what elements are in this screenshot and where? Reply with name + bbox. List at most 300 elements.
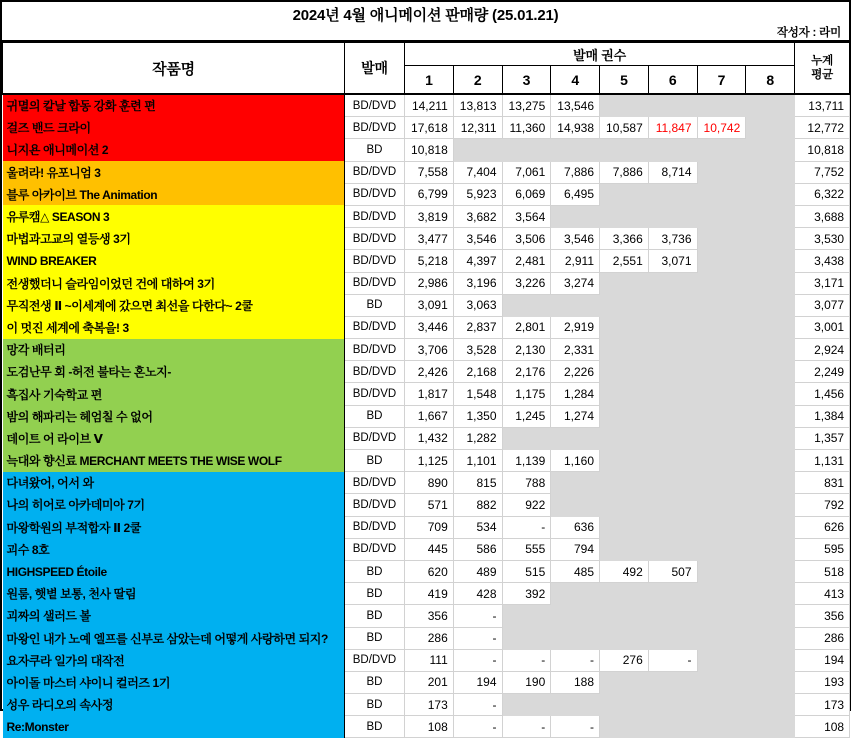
table-row[interactable] bbox=[3, 117, 850, 139]
cell-volume-5[interactable] bbox=[600, 671, 649, 693]
cell-media-format[interactable]: BD/DVD bbox=[345, 339, 405, 361]
cell-title[interactable]: Re:Monster bbox=[3, 716, 345, 738]
cell-cumulative-average[interactable]: 12,772 bbox=[795, 117, 850, 139]
cell-cumulative-average[interactable]: 413 bbox=[795, 583, 850, 605]
cell-volume-5[interactable] bbox=[600, 405, 649, 427]
cell-volume-5[interactable] bbox=[600, 272, 649, 294]
cell-volume-2[interactable]: 1,101 bbox=[453, 450, 502, 472]
cell-volume-1[interactable]: 1,817 bbox=[405, 383, 454, 405]
cell-volume-2[interactable]: 3,546 bbox=[453, 228, 502, 250]
cell-volume-1[interactable]: 5,218 bbox=[405, 250, 454, 272]
cell-volume-5[interactable] bbox=[600, 605, 649, 627]
cell-volume-2[interactable]: 4,397 bbox=[453, 250, 502, 272]
cell-volume-7[interactable] bbox=[697, 649, 746, 671]
cell-volume-4[interactable]: 1,284 bbox=[551, 383, 600, 405]
cell-volume-4[interactable] bbox=[551, 472, 600, 494]
cell-cumulative-average[interactable]: 7,752 bbox=[795, 161, 850, 183]
cell-volume-2[interactable]: 3,682 bbox=[453, 205, 502, 227]
table-row[interactable] bbox=[3, 139, 850, 161]
cell-volume-5[interactable] bbox=[600, 450, 649, 472]
cell-volume-6[interactable]: 3,071 bbox=[648, 250, 697, 272]
cell-volume-7[interactable] bbox=[697, 516, 746, 538]
cell-volume-1[interactable]: 3,819 bbox=[405, 205, 454, 227]
cell-volume-3[interactable]: 2,481 bbox=[502, 250, 551, 272]
table-row[interactable] bbox=[3, 405, 850, 427]
cell-volume-1[interactable]: 17,618 bbox=[405, 117, 454, 139]
cell-volume-1[interactable]: 3,706 bbox=[405, 339, 454, 361]
cell-volume-7[interactable]: 10,742 bbox=[697, 117, 746, 139]
cell-volume-3[interactable]: 1,245 bbox=[502, 405, 551, 427]
cell-cumulative-average[interactable]: 1,131 bbox=[795, 450, 850, 472]
cell-volume-8[interactable] bbox=[746, 361, 795, 383]
cell-volume-4[interactable]: 485 bbox=[551, 560, 600, 582]
cell-media-format[interactable]: BD bbox=[345, 605, 405, 627]
cell-volume-7[interactable] bbox=[697, 339, 746, 361]
cell-media-format[interactable]: BD/DVD bbox=[345, 205, 405, 227]
cell-volume-6[interactable] bbox=[648, 383, 697, 405]
cell-volume-4[interactable]: 13,546 bbox=[551, 94, 600, 117]
cell-cumulative-average[interactable]: 10,818 bbox=[795, 139, 850, 161]
cell-cumulative-average[interactable]: 194 bbox=[795, 649, 850, 671]
cell-volume-6[interactable] bbox=[648, 716, 697, 738]
cell-volume-5[interactable] bbox=[600, 383, 649, 405]
cell-volume-8[interactable] bbox=[746, 161, 795, 183]
cell-volume-5[interactable] bbox=[600, 472, 649, 494]
cell-volume-4[interactable]: 2,919 bbox=[551, 316, 600, 338]
cell-volume-6[interactable] bbox=[648, 605, 697, 627]
cell-volume-1[interactable]: 108 bbox=[405, 716, 454, 738]
cell-volume-5[interactable]: 492 bbox=[600, 560, 649, 582]
cell-volume-5[interactable] bbox=[600, 516, 649, 538]
table-row[interactable] bbox=[3, 250, 850, 272]
cell-volume-5[interactable] bbox=[600, 361, 649, 383]
cell-volume-7[interactable] bbox=[697, 294, 746, 316]
cell-volume-4[interactable]: 1,274 bbox=[551, 405, 600, 427]
cell-cumulative-average[interactable]: 3,438 bbox=[795, 250, 850, 272]
cell-volume-5[interactable] bbox=[600, 694, 649, 716]
cell-title[interactable]: 귀멸의 칼날 합동 강화 훈련 편 bbox=[3, 94, 345, 117]
cell-cumulative-average[interactable]: 3,077 bbox=[795, 294, 850, 316]
cell-volume-4[interactable] bbox=[551, 605, 600, 627]
cell-title[interactable]: 괴짜의 샐러드 볼 bbox=[3, 605, 345, 627]
cell-title[interactable]: 도검난무 회 -허전 불타는 혼노지- bbox=[3, 361, 345, 383]
cell-title[interactable]: 유루캠△ SEASON 3 bbox=[3, 205, 345, 227]
cell-title[interactable]: 마법과고교의 열등생 3기 bbox=[3, 228, 345, 250]
cell-media-format[interactable]: BD bbox=[345, 139, 405, 161]
cell-volume-1[interactable]: 620 bbox=[405, 560, 454, 582]
cell-volume-8[interactable] bbox=[746, 250, 795, 272]
cell-volume-6[interactable] bbox=[648, 183, 697, 205]
cell-volume-2[interactable]: 3,063 bbox=[453, 294, 502, 316]
cell-cumulative-average[interactable]: 1,384 bbox=[795, 405, 850, 427]
cell-media-format[interactable]: BD/DVD bbox=[345, 117, 405, 139]
cell-volume-4[interactable] bbox=[551, 583, 600, 605]
cell-volume-4[interactable] bbox=[551, 205, 600, 227]
cell-title[interactable]: 나의 히어로 아카데미아 7기 bbox=[3, 494, 345, 516]
cell-cumulative-average[interactable]: 831 bbox=[795, 472, 850, 494]
cell-volume-8[interactable] bbox=[746, 649, 795, 671]
cell-cumulative-average[interactable]: 518 bbox=[795, 560, 850, 582]
cell-volume-2[interactable] bbox=[453, 139, 502, 161]
cell-volume-5[interactable] bbox=[600, 538, 649, 560]
table-row[interactable] bbox=[3, 450, 850, 472]
cell-volume-2[interactable]: 428 bbox=[453, 583, 502, 605]
cell-volume-7[interactable] bbox=[697, 450, 746, 472]
cell-volume-5[interactable] bbox=[600, 716, 649, 738]
cell-title[interactable]: 다녀왔어, 어서 와 bbox=[3, 472, 345, 494]
cell-volume-5[interactable] bbox=[600, 183, 649, 205]
cell-media-format[interactable]: BD/DVD bbox=[345, 94, 405, 117]
cell-volume-1[interactable]: 445 bbox=[405, 538, 454, 560]
cell-volume-3[interactable] bbox=[502, 627, 551, 649]
cell-volume-1[interactable]: 2,986 bbox=[405, 272, 454, 294]
cell-volume-2[interactable]: 2,837 bbox=[453, 316, 502, 338]
cell-volume-2[interactable]: 1,548 bbox=[453, 383, 502, 405]
cell-volume-1[interactable]: 3,446 bbox=[405, 316, 454, 338]
cell-volume-2[interactable]: 194 bbox=[453, 671, 502, 693]
cell-cumulative-average[interactable]: 286 bbox=[795, 627, 850, 649]
cell-volume-1[interactable]: 1,432 bbox=[405, 427, 454, 449]
table-row[interactable] bbox=[3, 183, 850, 205]
cell-title[interactable]: 데이트 어 라이브 Ⅴ bbox=[3, 427, 345, 449]
cell-volume-2[interactable]: 586 bbox=[453, 538, 502, 560]
cell-volume-3[interactable]: 3,564 bbox=[502, 205, 551, 227]
cell-volume-3[interactable] bbox=[502, 294, 551, 316]
cell-media-format[interactable]: BD bbox=[345, 694, 405, 716]
cell-volume-4[interactable] bbox=[551, 427, 600, 449]
cell-media-format[interactable]: BD/DVD bbox=[345, 183, 405, 205]
table-row[interactable] bbox=[3, 383, 850, 405]
cell-media-format[interactable]: BD bbox=[345, 671, 405, 693]
cell-volume-8[interactable] bbox=[746, 694, 795, 716]
cell-volume-5[interactable] bbox=[600, 339, 649, 361]
cell-title[interactable]: 전생했더니 슬라임이었던 건에 대하여 3기 bbox=[3, 272, 345, 294]
cell-volume-2[interactable]: 3,528 bbox=[453, 339, 502, 361]
cell-volume-2[interactable]: 815 bbox=[453, 472, 502, 494]
cell-title[interactable]: 블루 아카이브 The Animation bbox=[3, 183, 345, 205]
cell-volume-5[interactable]: 10,587 bbox=[600, 117, 649, 139]
cell-volume-6[interactable] bbox=[648, 205, 697, 227]
cell-media-format[interactable]: BD/DVD bbox=[345, 228, 405, 250]
cell-volume-2[interactable]: 1,282 bbox=[453, 427, 502, 449]
table-row[interactable] bbox=[3, 560, 850, 582]
cell-volume-3[interactable] bbox=[502, 427, 551, 449]
cell-volume-4[interactable]: 1,160 bbox=[551, 450, 600, 472]
table-row[interactable] bbox=[3, 161, 850, 183]
cell-volume-4[interactable]: 636 bbox=[551, 516, 600, 538]
cell-volume-8[interactable] bbox=[746, 716, 795, 738]
cell-volume-3[interactable]: 3,506 bbox=[502, 228, 551, 250]
cell-volume-7[interactable] bbox=[697, 272, 746, 294]
cell-volume-4[interactable]: 794 bbox=[551, 538, 600, 560]
cell-cumulative-average[interactable]: 356 bbox=[795, 605, 850, 627]
cell-volume-5[interactable] bbox=[600, 583, 649, 605]
cell-cumulative-average[interactable]: 3,530 bbox=[795, 228, 850, 250]
cell-volume-2[interactable]: - bbox=[453, 694, 502, 716]
cell-volume-5[interactable] bbox=[600, 494, 649, 516]
cell-media-format[interactable]: BD/DVD bbox=[345, 250, 405, 272]
cell-volume-6[interactable] bbox=[648, 694, 697, 716]
cell-volume-5[interactable] bbox=[600, 316, 649, 338]
cell-volume-7[interactable] bbox=[697, 228, 746, 250]
cell-volume-5[interactable] bbox=[600, 94, 649, 117]
cell-volume-4[interactable]: 2,226 bbox=[551, 361, 600, 383]
cell-volume-5[interactable] bbox=[600, 294, 649, 316]
cell-volume-7[interactable] bbox=[697, 716, 746, 738]
cell-media-format[interactable]: BD/DVD bbox=[345, 472, 405, 494]
cell-volume-1[interactable]: 709 bbox=[405, 516, 454, 538]
cell-volume-5[interactable]: 7,886 bbox=[600, 161, 649, 183]
cell-volume-1[interactable]: 890 bbox=[405, 472, 454, 494]
cell-volume-2[interactable]: 3,196 bbox=[453, 272, 502, 294]
table-row[interactable] bbox=[3, 694, 850, 716]
table-row[interactable] bbox=[3, 205, 850, 227]
cell-volume-7[interactable] bbox=[697, 161, 746, 183]
cell-volume-7[interactable] bbox=[697, 605, 746, 627]
cell-volume-4[interactable]: 6,495 bbox=[551, 183, 600, 205]
cell-volume-1[interactable]: 7,558 bbox=[405, 161, 454, 183]
cell-cumulative-average[interactable]: 193 bbox=[795, 671, 850, 693]
cell-volume-7[interactable] bbox=[697, 205, 746, 227]
cell-volume-6[interactable] bbox=[648, 627, 697, 649]
cell-volume-2[interactable]: 13,813 bbox=[453, 94, 502, 117]
cell-cumulative-average[interactable]: 792 bbox=[795, 494, 850, 516]
cell-volume-1[interactable]: 10,818 bbox=[405, 139, 454, 161]
cell-volume-1[interactable]: 1,667 bbox=[405, 405, 454, 427]
table-row[interactable] bbox=[3, 583, 850, 605]
cell-cumulative-average[interactable]: 2,924 bbox=[795, 339, 850, 361]
cell-title[interactable]: 괴수 8호 bbox=[3, 538, 345, 560]
cell-volume-7[interactable] bbox=[697, 627, 746, 649]
cell-volume-5[interactable] bbox=[600, 427, 649, 449]
cell-cumulative-average[interactable]: 6,322 bbox=[795, 183, 850, 205]
cell-volume-1[interactable]: 6,799 bbox=[405, 183, 454, 205]
cell-title[interactable]: 요자쿠라 일가의 대작전 bbox=[3, 649, 345, 671]
cell-volume-7[interactable] bbox=[697, 383, 746, 405]
cell-cumulative-average[interactable]: 626 bbox=[795, 516, 850, 538]
cell-volume-6[interactable]: 8,714 bbox=[648, 161, 697, 183]
cell-volume-4[interactable]: 14,938 bbox=[551, 117, 600, 139]
cell-volume-8[interactable] bbox=[746, 538, 795, 560]
cell-volume-7[interactable] bbox=[697, 583, 746, 605]
cell-volume-5[interactable] bbox=[600, 205, 649, 227]
cell-volume-8[interactable] bbox=[746, 605, 795, 627]
cell-volume-6[interactable]: 11,847 bbox=[648, 117, 697, 139]
table-row[interactable] bbox=[3, 538, 850, 560]
cell-volume-6[interactable] bbox=[648, 671, 697, 693]
cell-volume-6[interactable] bbox=[648, 472, 697, 494]
cell-media-format[interactable]: BD bbox=[345, 716, 405, 738]
cell-volume-7[interactable] bbox=[697, 671, 746, 693]
cell-volume-4[interactable] bbox=[551, 694, 600, 716]
cell-volume-8[interactable] bbox=[746, 405, 795, 427]
cell-media-format[interactable]: BD/DVD bbox=[345, 538, 405, 560]
table-row[interactable] bbox=[3, 627, 850, 649]
cell-volume-3[interactable]: - bbox=[502, 649, 551, 671]
cell-volume-8[interactable] bbox=[746, 117, 795, 139]
cell-volume-5[interactable]: 3,366 bbox=[600, 228, 649, 250]
cell-volume-3[interactable]: 13,275 bbox=[502, 94, 551, 117]
cell-volume-6[interactable] bbox=[648, 427, 697, 449]
cell-volume-7[interactable] bbox=[697, 538, 746, 560]
cell-volume-6[interactable] bbox=[648, 316, 697, 338]
cell-media-format[interactable]: BD/DVD bbox=[345, 361, 405, 383]
cell-volume-7[interactable] bbox=[697, 405, 746, 427]
cell-volume-5[interactable] bbox=[600, 627, 649, 649]
cell-volume-1[interactable]: 201 bbox=[405, 671, 454, 693]
cell-title[interactable]: 걸즈 밴드 크라이 bbox=[3, 117, 345, 139]
table-row[interactable] bbox=[3, 649, 850, 671]
table-row[interactable] bbox=[3, 228, 850, 250]
cell-cumulative-average[interactable]: 173 bbox=[795, 694, 850, 716]
cell-volume-7[interactable] bbox=[697, 316, 746, 338]
cell-volume-8[interactable] bbox=[746, 383, 795, 405]
cell-cumulative-average[interactable]: 1,456 bbox=[795, 383, 850, 405]
cell-volume-7[interactable] bbox=[697, 94, 746, 117]
table-row[interactable] bbox=[3, 339, 850, 361]
cell-volume-5[interactable]: 276 bbox=[600, 649, 649, 671]
cell-cumulative-average[interactable]: 3,688 bbox=[795, 205, 850, 227]
cell-volume-8[interactable] bbox=[746, 316, 795, 338]
cell-volume-3[interactable]: 788 bbox=[502, 472, 551, 494]
cell-cumulative-average[interactable]: 595 bbox=[795, 538, 850, 560]
cell-cumulative-average[interactable]: 3,001 bbox=[795, 316, 850, 338]
cell-title[interactable]: 마왕인 내가 노예 엘프를 신부로 삼았는데 어떻게 사랑하면 되지? bbox=[3, 627, 345, 649]
cell-volume-3[interactable]: - bbox=[502, 716, 551, 738]
cell-media-format[interactable]: BD/DVD bbox=[345, 649, 405, 671]
cell-volume-8[interactable] bbox=[746, 560, 795, 582]
cell-volume-4[interactable]: 188 bbox=[551, 671, 600, 693]
cell-title[interactable]: 울려라! 유포니엄 3 bbox=[3, 161, 345, 183]
cell-volume-3[interactable]: 6,069 bbox=[502, 183, 551, 205]
cell-volume-3[interactable]: 555 bbox=[502, 538, 551, 560]
cell-volume-3[interactable] bbox=[502, 605, 551, 627]
cell-volume-8[interactable] bbox=[746, 494, 795, 516]
cell-volume-8[interactable] bbox=[746, 94, 795, 117]
cell-volume-5[interactable] bbox=[600, 139, 649, 161]
cell-volume-6[interactable] bbox=[648, 361, 697, 383]
cell-volume-2[interactable]: 12,311 bbox=[453, 117, 502, 139]
cell-title[interactable]: 밤의 해파리는 헤엄칠 수 없어 bbox=[3, 405, 345, 427]
cell-volume-7[interactable] bbox=[697, 250, 746, 272]
cell-volume-4[interactable]: - bbox=[551, 649, 600, 671]
cell-volume-4[interactable]: - bbox=[551, 716, 600, 738]
cell-volume-4[interactable]: 2,911 bbox=[551, 250, 600, 272]
cell-volume-8[interactable] bbox=[746, 583, 795, 605]
cell-volume-6[interactable] bbox=[648, 450, 697, 472]
cell-volume-8[interactable] bbox=[746, 450, 795, 472]
cell-cumulative-average[interactable]: 3,171 bbox=[795, 272, 850, 294]
cell-volume-3[interactable]: - bbox=[502, 516, 551, 538]
cell-title[interactable]: 흑집사 기숙학교 편 bbox=[3, 383, 345, 405]
cell-volume-8[interactable] bbox=[746, 139, 795, 161]
cell-volume-3[interactable]: 2,176 bbox=[502, 361, 551, 383]
cell-media-format[interactable]: BD bbox=[345, 560, 405, 582]
cell-volume-3[interactable] bbox=[502, 694, 551, 716]
cell-media-format[interactable]: BD/DVD bbox=[345, 272, 405, 294]
cell-volume-2[interactable]: - bbox=[453, 649, 502, 671]
cell-volume-3[interactable]: 392 bbox=[502, 583, 551, 605]
cell-volume-1[interactable]: 2,426 bbox=[405, 361, 454, 383]
cell-volume-4[interactable]: 3,274 bbox=[551, 272, 600, 294]
cell-media-format[interactable]: BD bbox=[345, 450, 405, 472]
cell-volume-1[interactable]: 286 bbox=[405, 627, 454, 649]
cell-volume-2[interactable]: 7,404 bbox=[453, 161, 502, 183]
cell-volume-4[interactable]: 3,546 bbox=[551, 228, 600, 250]
table-row[interactable] bbox=[3, 516, 850, 538]
cell-volume-3[interactable]: 1,175 bbox=[502, 383, 551, 405]
cell-cumulative-average[interactable]: 1,357 bbox=[795, 427, 850, 449]
cell-cumulative-average[interactable]: 108 bbox=[795, 716, 850, 738]
cell-volume-3[interactable]: 515 bbox=[502, 560, 551, 582]
cell-volume-5[interactable]: 2,551 bbox=[600, 250, 649, 272]
cell-title[interactable]: 늑대와 향신료 MERCHANT MEETS THE WISE WOLF bbox=[3, 450, 345, 472]
cell-media-format[interactable]: BD/DVD bbox=[345, 494, 405, 516]
cell-volume-2[interactable]: - bbox=[453, 627, 502, 649]
cell-title[interactable]: 성우 라디오의 속사정 bbox=[3, 694, 345, 716]
cell-title[interactable]: 니지욘 애니메이션 2 bbox=[3, 139, 345, 161]
cell-volume-7[interactable] bbox=[697, 139, 746, 161]
cell-volume-2[interactable]: 2,168 bbox=[453, 361, 502, 383]
cell-media-format[interactable]: BD/DVD bbox=[345, 427, 405, 449]
cell-volume-8[interactable] bbox=[746, 472, 795, 494]
cell-volume-7[interactable] bbox=[697, 494, 746, 516]
cell-media-format[interactable]: BD/DVD bbox=[345, 516, 405, 538]
cell-media-format[interactable]: BD bbox=[345, 294, 405, 316]
cell-volume-2[interactable]: - bbox=[453, 605, 502, 627]
table-row[interactable] bbox=[3, 716, 850, 738]
cell-volume-3[interactable]: 2,130 bbox=[502, 339, 551, 361]
cell-volume-8[interactable] bbox=[746, 183, 795, 205]
cell-cumulative-average[interactable]: 13,711 bbox=[795, 94, 850, 117]
cell-title[interactable]: HIGHSPEED Étoile bbox=[3, 560, 345, 582]
cell-media-format[interactable]: BD bbox=[345, 583, 405, 605]
cell-volume-2[interactable]: 882 bbox=[453, 494, 502, 516]
cell-volume-6[interactable]: 3,736 bbox=[648, 228, 697, 250]
cell-volume-1[interactable]: 111 bbox=[405, 649, 454, 671]
cell-volume-8[interactable] bbox=[746, 627, 795, 649]
cell-volume-3[interactable]: 1,139 bbox=[502, 450, 551, 472]
cell-cumulative-average[interactable]: 2,249 bbox=[795, 361, 850, 383]
cell-volume-3[interactable]: 190 bbox=[502, 671, 551, 693]
cell-volume-6[interactable] bbox=[648, 272, 697, 294]
cell-volume-4[interactable]: 2,331 bbox=[551, 339, 600, 361]
cell-volume-8[interactable] bbox=[746, 427, 795, 449]
cell-media-format[interactable]: BD/DVD bbox=[345, 383, 405, 405]
cell-volume-6[interactable] bbox=[648, 294, 697, 316]
cell-volume-2[interactable]: 534 bbox=[453, 516, 502, 538]
cell-volume-6[interactable] bbox=[648, 339, 697, 361]
cell-volume-1[interactable]: 356 bbox=[405, 605, 454, 627]
table-row[interactable] bbox=[3, 605, 850, 627]
cell-title[interactable]: 아이돌 마스터 샤이니 컬러즈 1기 bbox=[3, 671, 345, 693]
cell-title[interactable]: 무직전생 Ⅱ ~이세계에 갔으면 최선을 다한다~ 2쿨 bbox=[3, 294, 345, 316]
cell-media-format[interactable]: BD bbox=[345, 627, 405, 649]
cell-volume-3[interactable]: 3,226 bbox=[502, 272, 551, 294]
cell-volume-3[interactable]: 7,061 bbox=[502, 161, 551, 183]
cell-media-format[interactable]: BD/DVD bbox=[345, 161, 405, 183]
cell-volume-4[interactable] bbox=[551, 627, 600, 649]
cell-volume-2[interactable]: 1,350 bbox=[453, 405, 502, 427]
cell-volume-7[interactable] bbox=[697, 472, 746, 494]
cell-volume-4[interactable] bbox=[551, 494, 600, 516]
cell-volume-6[interactable] bbox=[648, 94, 697, 117]
cell-volume-3[interactable]: 922 bbox=[502, 494, 551, 516]
cell-volume-1[interactable]: 3,477 bbox=[405, 228, 454, 250]
cell-volume-3[interactable]: 2,801 bbox=[502, 316, 551, 338]
table-row[interactable] bbox=[3, 94, 850, 117]
table-row[interactable] bbox=[3, 316, 850, 338]
